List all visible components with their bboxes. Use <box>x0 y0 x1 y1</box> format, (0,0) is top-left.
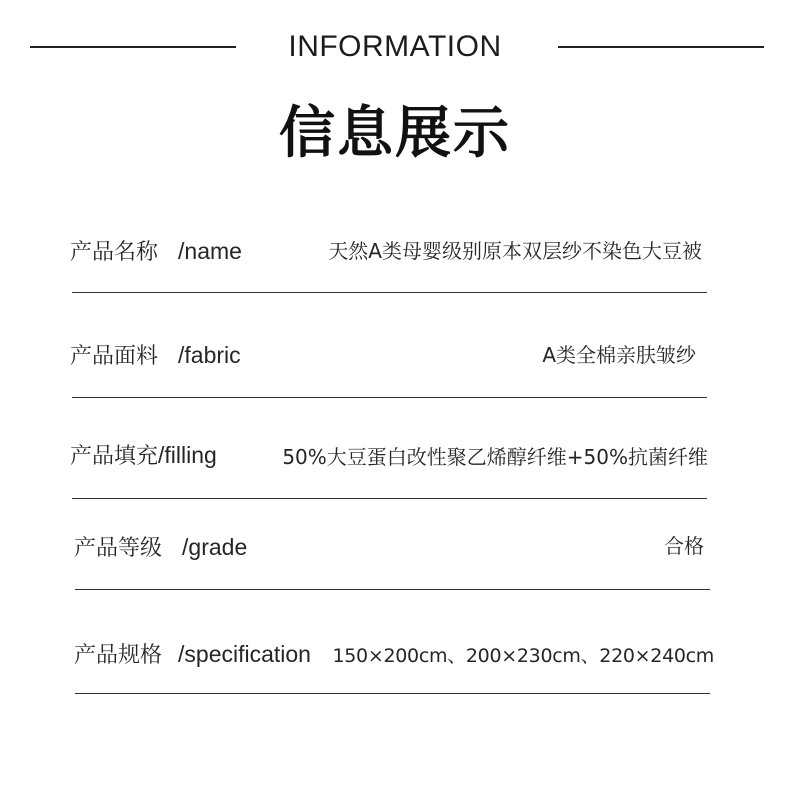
row-value-name: 天然A类母婴级别原本双层纱不染色大豆被 <box>328 239 702 263</box>
row-label-name <box>70 236 242 268</box>
row-value-grade: 合格 <box>664 534 704 558</box>
row-label-fabric <box>70 340 241 372</box>
row-value-specification: 150×200cm、200×230cm、220×240cm <box>332 645 714 667</box>
row-label-specification <box>74 639 311 671</box>
row-divider <box>72 498 707 499</box>
row-label-cn: 产品填充 <box>70 444 159 469</box>
row-label-filling <box>70 440 217 472</box>
row-label-grade <box>74 532 247 564</box>
row-label-en: /name <box>178 238 242 264</box>
row-divider <box>75 693 710 694</box>
row-divider <box>72 292 707 293</box>
row-label-cn: 产品规格 <box>74 643 163 668</box>
row-label-en: /specification <box>178 641 311 667</box>
row-divider <box>75 589 710 590</box>
row-value-filling: 50%大豆蛋白改性聚乙烯醇纤维+50%抗菌纤维 <box>282 445 708 469</box>
row-label-en: /filling <box>158 442 217 468</box>
section-eyebrow: INFORMATION <box>288 30 502 63</box>
row-value-fabric: A类全棉亲肤皱纱 <box>542 343 696 367</box>
row-label-cn: 产品面料 <box>70 344 159 369</box>
row-label-en: /grade <box>182 534 248 560</box>
row-label-en: /fabric <box>178 342 241 368</box>
row-divider <box>72 397 707 398</box>
row-label-cn: 产品等级 <box>74 536 163 561</box>
row-label-cn: 产品名称 <box>70 240 159 265</box>
page-title: 信息展示 <box>279 101 511 166</box>
